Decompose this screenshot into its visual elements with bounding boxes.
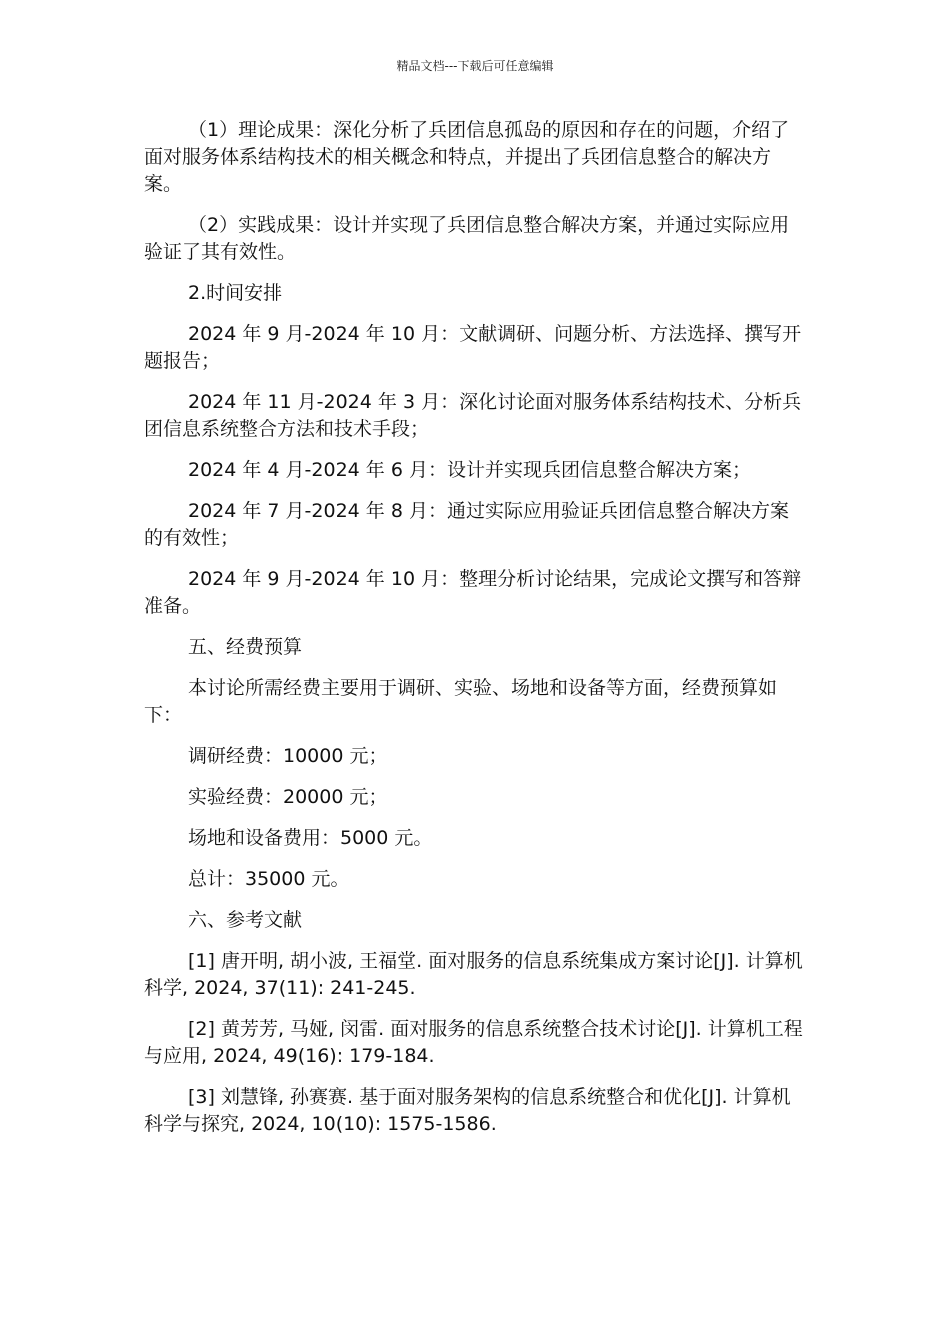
budget-item: 实验经费：20000 元； xyxy=(188,786,388,808)
reference-item: [2] 黄芳芳, 马娅, 闵雷. 面对服务的信息系统整合技术讨论[J]. 计算机工程与应用, 2024, 49(16): 179-184. xyxy=(144,1018,803,1067)
reference-item: [1] 唐开明, 胡小波, 王福堂. 面对服务的信息系统集成方案讨论[J]. 计算机科学, 2024, 37(11): 241-245. xyxy=(144,950,803,999)
schedule-item: 2024 年 4 月-2024 年 6 月：设计并实现兵团信息整合解决方案； xyxy=(188,459,751,481)
paragraph-practice-result: （2）实践成果：设计并实现了兵团信息整合解决方案，并通过实际应用验证了其有效性。 xyxy=(144,214,790,263)
schedule-item: 2024 年 9 月-2024 年 10 月：文献调研、问题分析、方法选择、撰写开题报告； xyxy=(144,323,802,372)
section-heading-schedule: 2.时间安排 xyxy=(188,282,283,304)
schedule-item: 2024 年 7 月-2024 年 8 月：通过实际应用验证兵团信息整合解决方案的有效性； xyxy=(144,500,789,549)
schedule-item: 2024 年 9 月-2024 年 10 月：整理分析讨论结果，完成论文撰写和答辩准备。 xyxy=(144,568,802,617)
section-heading-budget: 五、经费预算 xyxy=(188,636,303,658)
schedule-item: 2024 年 11 月-2024 年 3 月：深化讨论面对服务体系结构技术、分析兵团信息系统整合方法和技术手段； xyxy=(144,391,802,440)
page-header: 精品文档---下载后可任意编辑 xyxy=(396,59,554,73)
section-heading-references: 六、参考文献 xyxy=(188,909,303,931)
budget-total: 总计：35000 元。 xyxy=(188,868,350,890)
budget-intro: 本讨论所需经费主要用于调研、实验、场地和设备等方面，经费预算如下： xyxy=(144,677,778,726)
budget-item: 调研经费：10000 元； xyxy=(188,745,388,767)
budget-item: 场地和设备费用：5000 元。 xyxy=(188,827,433,849)
reference-item: [3] 刘慧锋, 孙赛赛. 基于面对服务架构的信息系统整合和优化[J]. 计算机科学与探究, 2024, 10(10): 1575-1586. xyxy=(144,1086,791,1135)
paragraph-theory-result: （1）理论成果：深化分析了兵团信息孤岛的原因和存在的问题，介绍了面对服务体系结构技术的相关概念和特点，并提出了兵团信息整合的解决方案。 xyxy=(144,119,790,195)
document-body xyxy=(144,117,806,1152)
